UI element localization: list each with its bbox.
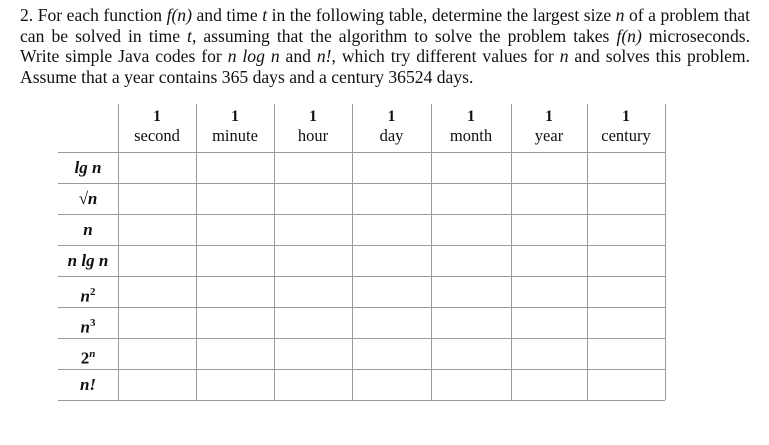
column-divider [118, 104, 119, 400]
row-label-exponent: 3 [89, 317, 96, 329]
row-label-function [58, 158, 118, 178]
table-cell [274, 183, 352, 214]
table-cell [511, 338, 587, 369]
row-label-base: n! [79, 375, 97, 394]
table-cell [196, 276, 274, 307]
table-cell [431, 152, 511, 183]
row-label-base: n [80, 286, 90, 306]
table-cell [587, 214, 665, 245]
table-cell [118, 276, 196, 307]
table-cell [118, 214, 196, 245]
math-nlogn: n log n [227, 46, 280, 66]
problem-text: , assuming that the algorithm to solve the problem takes [191, 25, 617, 46]
column-header-quantity: 1 [467, 108, 475, 125]
column-header-quantity: 1 [387, 108, 396, 125]
column-header-unit: year [534, 126, 564, 145]
math-n: n [559, 46, 569, 66]
row-label-base: lg n [74, 158, 102, 177]
table-cell [274, 338, 352, 369]
problem-number: 2. [20, 5, 34, 25]
table-cell [511, 245, 587, 276]
table-cell [587, 183, 665, 214]
table-cell [511, 276, 587, 307]
table-cell [511, 152, 587, 183]
table-cell [352, 307, 431, 338]
column-header-unit: hour [297, 126, 329, 145]
row-label-base: 2 [80, 348, 90, 368]
table-cell [431, 307, 511, 338]
table-cell [511, 369, 587, 400]
table-cell [587, 152, 665, 183]
column-header-hour [274, 107, 352, 145]
table-cell [352, 214, 431, 245]
column-header-unit: day [379, 126, 404, 145]
column-divider [274, 104, 275, 400]
table-cell [352, 183, 431, 214]
math-nfact: n! [316, 46, 332, 66]
row-divider [58, 183, 665, 184]
row-label-exponent: n [89, 348, 96, 360]
table-cell [431, 276, 511, 307]
table-cell [511, 183, 587, 214]
problem-text: For each function [37, 5, 167, 25]
row-label-base: n [83, 220, 93, 239]
table-cell [274, 152, 352, 183]
math-n: n [615, 5, 625, 25]
table-cell [118, 183, 196, 214]
column-divider [587, 104, 588, 400]
table-cell [118, 307, 196, 338]
row-label-function [58, 375, 118, 395]
table-cell [511, 214, 587, 245]
row-label-function [58, 344, 118, 369]
table-cell [118, 152, 196, 183]
problem-text: of a problem that can be solved in time [20, 5, 750, 46]
column-header-century [587, 107, 665, 145]
table-cell [431, 183, 511, 214]
table-cell [587, 307, 665, 338]
problem-text: , which try different values for [331, 46, 560, 66]
header-divider [58, 152, 665, 153]
row-divider [58, 338, 665, 339]
column-header-unit: century [601, 126, 651, 145]
table-cell [431, 214, 511, 245]
table-cell [118, 338, 196, 369]
column-header-unit: month [449, 126, 493, 145]
column-header-quantity: 1 [231, 108, 239, 125]
table-cell [196, 338, 274, 369]
row-label-function [58, 189, 118, 209]
table-cell [274, 276, 352, 307]
table-cell [352, 276, 431, 307]
row-divider [58, 214, 665, 215]
column-header-unit: minute [212, 126, 258, 145]
table-cell [587, 276, 665, 307]
row-label-base: √n [78, 189, 98, 208]
column-header-year [511, 107, 587, 145]
column-header-minute [196, 107, 274, 145]
table-cell [587, 245, 665, 276]
table-cell [352, 152, 431, 183]
table-cell [431, 245, 511, 276]
row-divider [58, 369, 665, 370]
row-label-base: n lg n [67, 251, 109, 270]
table-cell [431, 338, 511, 369]
column-header-day [352, 107, 431, 145]
row-label-function [58, 251, 118, 271]
column-divider [511, 104, 512, 400]
column-header-quantity: 1 [153, 108, 161, 125]
row-label-function [58, 220, 118, 240]
column-header-quantity: 1 [622, 108, 630, 125]
problem-text: microseconds. Write simple Java codes for [20, 25, 751, 66]
table-cell [587, 338, 665, 369]
problem-text: and [279, 46, 317, 66]
row-divider [58, 400, 665, 401]
table-cell [196, 245, 274, 276]
column-divider [665, 104, 666, 400]
table-cell [511, 307, 587, 338]
table-cell [196, 214, 274, 245]
table-cell [274, 307, 352, 338]
table-cell [196, 369, 274, 400]
table-cell [274, 214, 352, 245]
table-cell [431, 369, 511, 400]
table-cell [274, 245, 352, 276]
table-cell [352, 338, 431, 369]
column-divider [431, 104, 432, 400]
column-divider [352, 104, 353, 400]
column-header-second [118, 107, 196, 145]
row-label-function [58, 282, 118, 307]
row-divider [58, 245, 665, 246]
column-header-unit: second [134, 126, 180, 145]
math-t: t [262, 5, 268, 25]
math-fn: f(n) [616, 25, 642, 46]
table-cell [196, 307, 274, 338]
table-cell [196, 152, 274, 183]
row-label-function [58, 313, 118, 338]
column-header-quantity: 1 [545, 108, 553, 125]
table-cell [118, 245, 196, 276]
column-header-month [431, 107, 511, 145]
row-divider [58, 307, 665, 308]
table-cell [352, 245, 431, 276]
math-t: t [187, 25, 192, 46]
table-cell [118, 369, 196, 400]
row-divider [58, 276, 665, 277]
table-cell [587, 369, 665, 400]
row-label-exponent: 2 [89, 286, 96, 298]
row-label-base: n [80, 317, 90, 337]
column-header-quantity: 1 [309, 108, 317, 125]
problem-text: in the following table, determine the largest size [267, 5, 616, 25]
problem-text: and time [191, 5, 263, 25]
table-cell [196, 183, 274, 214]
column-divider [196, 104, 197, 400]
table-cell [274, 369, 352, 400]
problem-text: and solves this problem. Assume that a year contains 365 days and a century 36524 days. [20, 46, 751, 87]
math-fn: f(n) [166, 5, 192, 25]
table-cell [352, 369, 431, 400]
